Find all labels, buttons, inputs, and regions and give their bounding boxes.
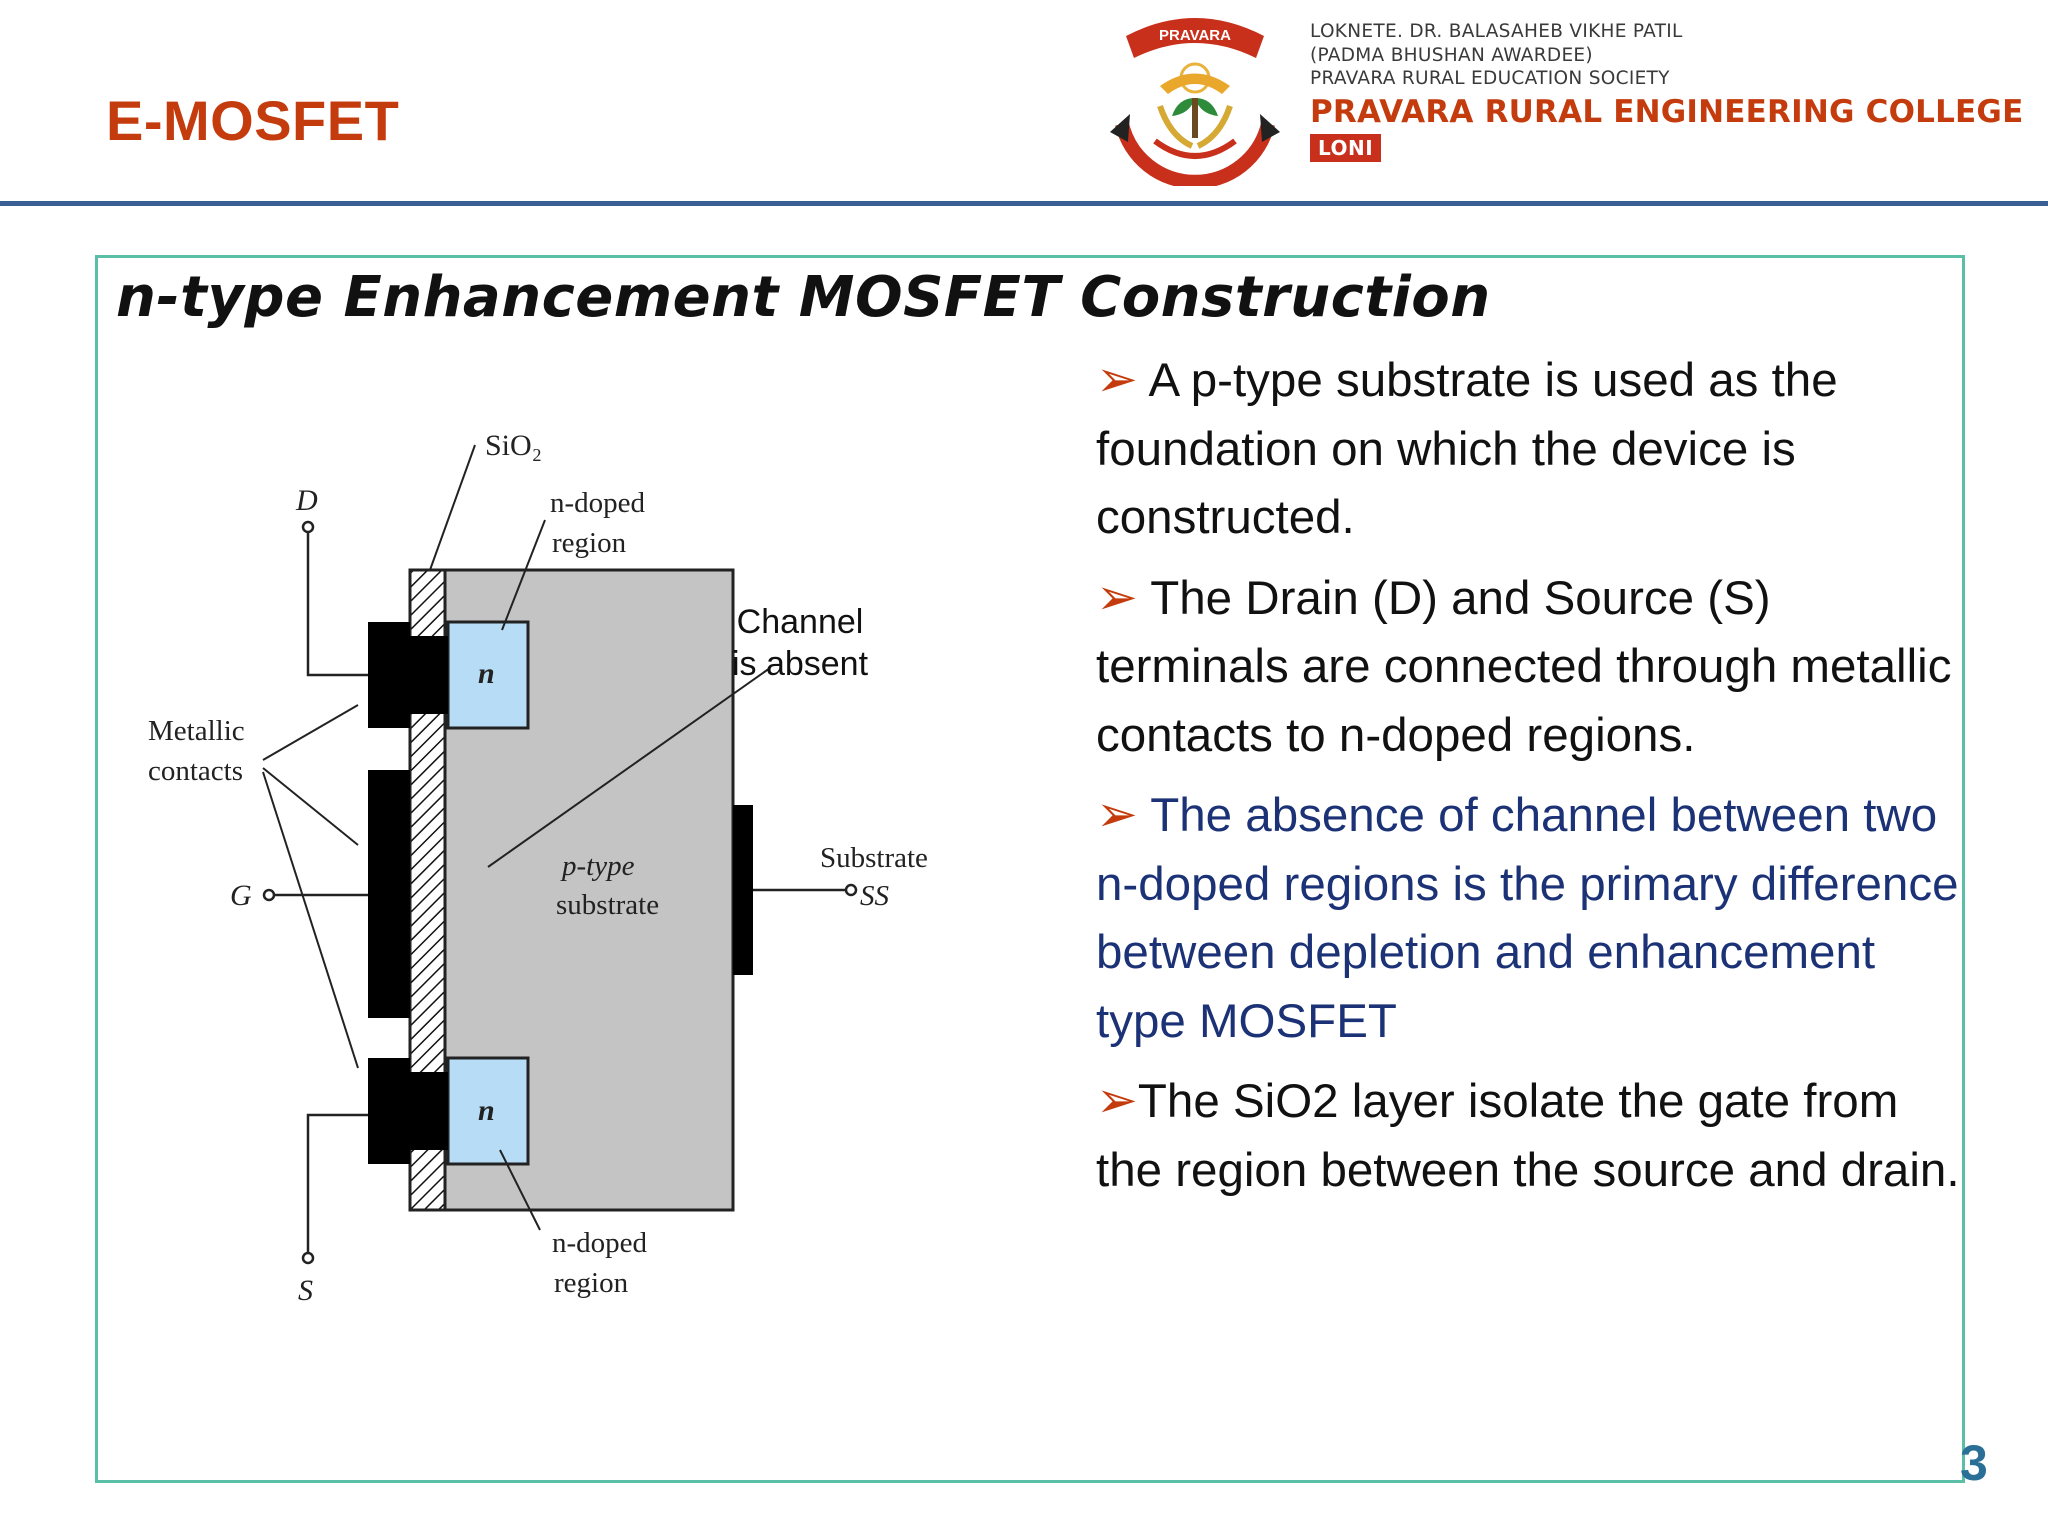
- bullet-1: [1096, 345, 1966, 553]
- p-type-label-1: p-type: [562, 850, 635, 882]
- channel-label-2: is absent: [731, 645, 869, 683]
- n-label-source: n: [478, 1094, 495, 1127]
- gate-contact: [368, 770, 410, 1018]
- p-type-label-2: substrate: [556, 889, 660, 921]
- metallic-pointer-1: [263, 705, 358, 760]
- arrow-bullet-icon: ➢: [1096, 568, 1138, 625]
- page-number: 3: [1960, 1435, 1988, 1491]
- slide-subtitle: n-type Enhancement MOSFET Construction: [116, 265, 1491, 330]
- location-badge: LONI: [1310, 134, 1381, 162]
- channel-label-1: Channel: [736, 603, 864, 641]
- institute-line-2: (PADMA BHUSHAN AWARDEE): [1310, 44, 1593, 66]
- substrate-contact: [733, 805, 753, 975]
- logo-banner-text: PRAVARA: [1159, 27, 1231, 44]
- substrate-terminal-label-1: Substrate: [820, 842, 928, 874]
- n-doped-top-label-1: n-doped: [550, 487, 646, 519]
- source-contact-tab: [410, 1072, 448, 1150]
- sio2-label: SiO₂: [485, 429, 543, 462]
- n-doped-bottom-label-1: n-doped: [552, 1227, 648, 1259]
- bullet-2: [1096, 563, 1966, 771]
- gate-label: G: [230, 879, 252, 912]
- metallic-label-1: Metallic: [148, 715, 245, 747]
- arrow-bullet-icon: ➢: [1096, 351, 1138, 407]
- slide-title: E-MOSFET: [106, 89, 400, 152]
- bullet-3: [1096, 780, 1966, 1056]
- n-doped-top-label-2: region: [552, 527, 627, 559]
- pravara-emblem-logo: [1100, 6, 1290, 186]
- institute-line-3: PRAVARA RURAL EDUCATION SOCIETY: [1310, 68, 1670, 89]
- drain-label: D: [296, 484, 318, 517]
- mosfet-construction-diagram: [130, 400, 1080, 1340]
- metallic-label-2: contacts: [148, 755, 244, 787]
- substrate-terminal-label-2: SS: [860, 880, 889, 912]
- bullet-1-text: A p-type substrate is used as the foundation on which the device is constructed.: [1096, 354, 1838, 544]
- bullet-2-text: The Drain (D) and Source (S) terminals are connected through metallic contacts to n-doped regions.: [1096, 571, 1952, 762]
- drain-contact: [368, 622, 410, 728]
- arrow-bullet-icon: ➢: [1096, 786, 1138, 842]
- header-divider: [0, 201, 2048, 206]
- drain-lead: [308, 530, 368, 675]
- institute-line-1: LOKNETE. DR. BALASAHEB VIKHE PATIL: [1310, 21, 1683, 42]
- metallic-pointer-2: [263, 768, 358, 845]
- source-terminal: [303, 1253, 313, 1263]
- institute-block: [1310, 20, 2040, 162]
- gate-terminal: [264, 890, 274, 900]
- sio2-pointer: [430, 445, 475, 570]
- arrow-bullet-icon: ➢: [1096, 1072, 1138, 1128]
- drain-contact-tab: [410, 636, 448, 714]
- source-lead: [308, 1115, 368, 1255]
- bullet-4-text: The SiO2 layer isolate the gate from the region between the source and drain.: [1096, 1075, 1960, 1197]
- college-name: PRAVARA RURAL ENGINEERING COLLEGE: [1310, 93, 2024, 130]
- bullet-3-text: The absence of channel between two n-doped regions is the primary difference between depletion and enhancement type MOSFET: [1096, 789, 1959, 1048]
- metallic-pointer-3: [263, 772, 358, 1068]
- n-doped-bottom-label-2: region: [554, 1267, 629, 1299]
- substrate-terminal: [846, 885, 856, 895]
- drain-terminal: [303, 522, 313, 532]
- source-label: S: [298, 1274, 313, 1307]
- source-contact: [368, 1058, 410, 1164]
- bullet-4: [1096, 1066, 1966, 1205]
- n-label-drain: n: [478, 657, 495, 690]
- bullet-list: [1096, 345, 1966, 1215]
